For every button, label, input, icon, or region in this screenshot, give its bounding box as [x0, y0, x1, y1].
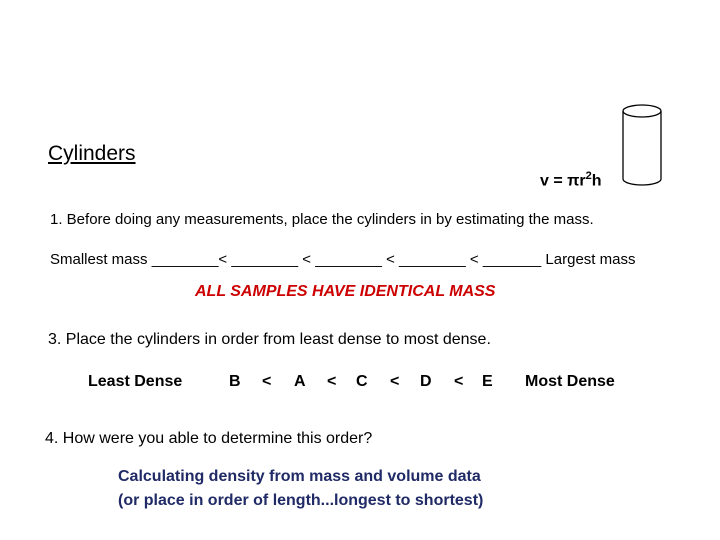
least-dense-label: Least Dense [88, 373, 183, 390]
question-1: 1. Before doing any measurements, place the cylinders in by estimating the mass. [50, 211, 594, 228]
sequence-item: E [482, 373, 493, 390]
slide-title: Cylinders [48, 142, 136, 165]
formula-h: h [591, 172, 602, 190]
formula-r: r [579, 172, 586, 190]
identical-mass-note: ALL SAMPLES HAVE IDENTICAL MASS [195, 283, 496, 300]
formula-lhs: v = [540, 172, 568, 190]
sequence-item: B [229, 373, 241, 390]
question-4: 4. How were you able to determine this order? [45, 430, 373, 447]
formula-exponent: 2 [585, 170, 592, 182]
sequence-item: < [390, 373, 400, 390]
volume-formula [540, 170, 602, 190]
answer-line: (or place in order of length...longest to shortest) [118, 492, 484, 509]
sequence-item: < [327, 373, 337, 390]
most-dense-label: Most Dense [525, 373, 615, 390]
mass-order-line: Smallest mass ________< ________ < ________ < ________ < _______ Largest mass [50, 251, 636, 268]
answer-line: Calculating density from mass and volume data [118, 468, 481, 485]
cylinder-icon [620, 102, 670, 188]
question-3: 3. Place the cylinders in order from least dense to most dense. [48, 331, 491, 348]
sequence-item: A [294, 373, 306, 390]
sequence-item: D [420, 373, 432, 390]
sequence-item: < [262, 373, 272, 390]
sequence-item: C [356, 373, 368, 390]
pi-symbol: π [567, 172, 580, 190]
sequence-item: < [454, 373, 464, 390]
